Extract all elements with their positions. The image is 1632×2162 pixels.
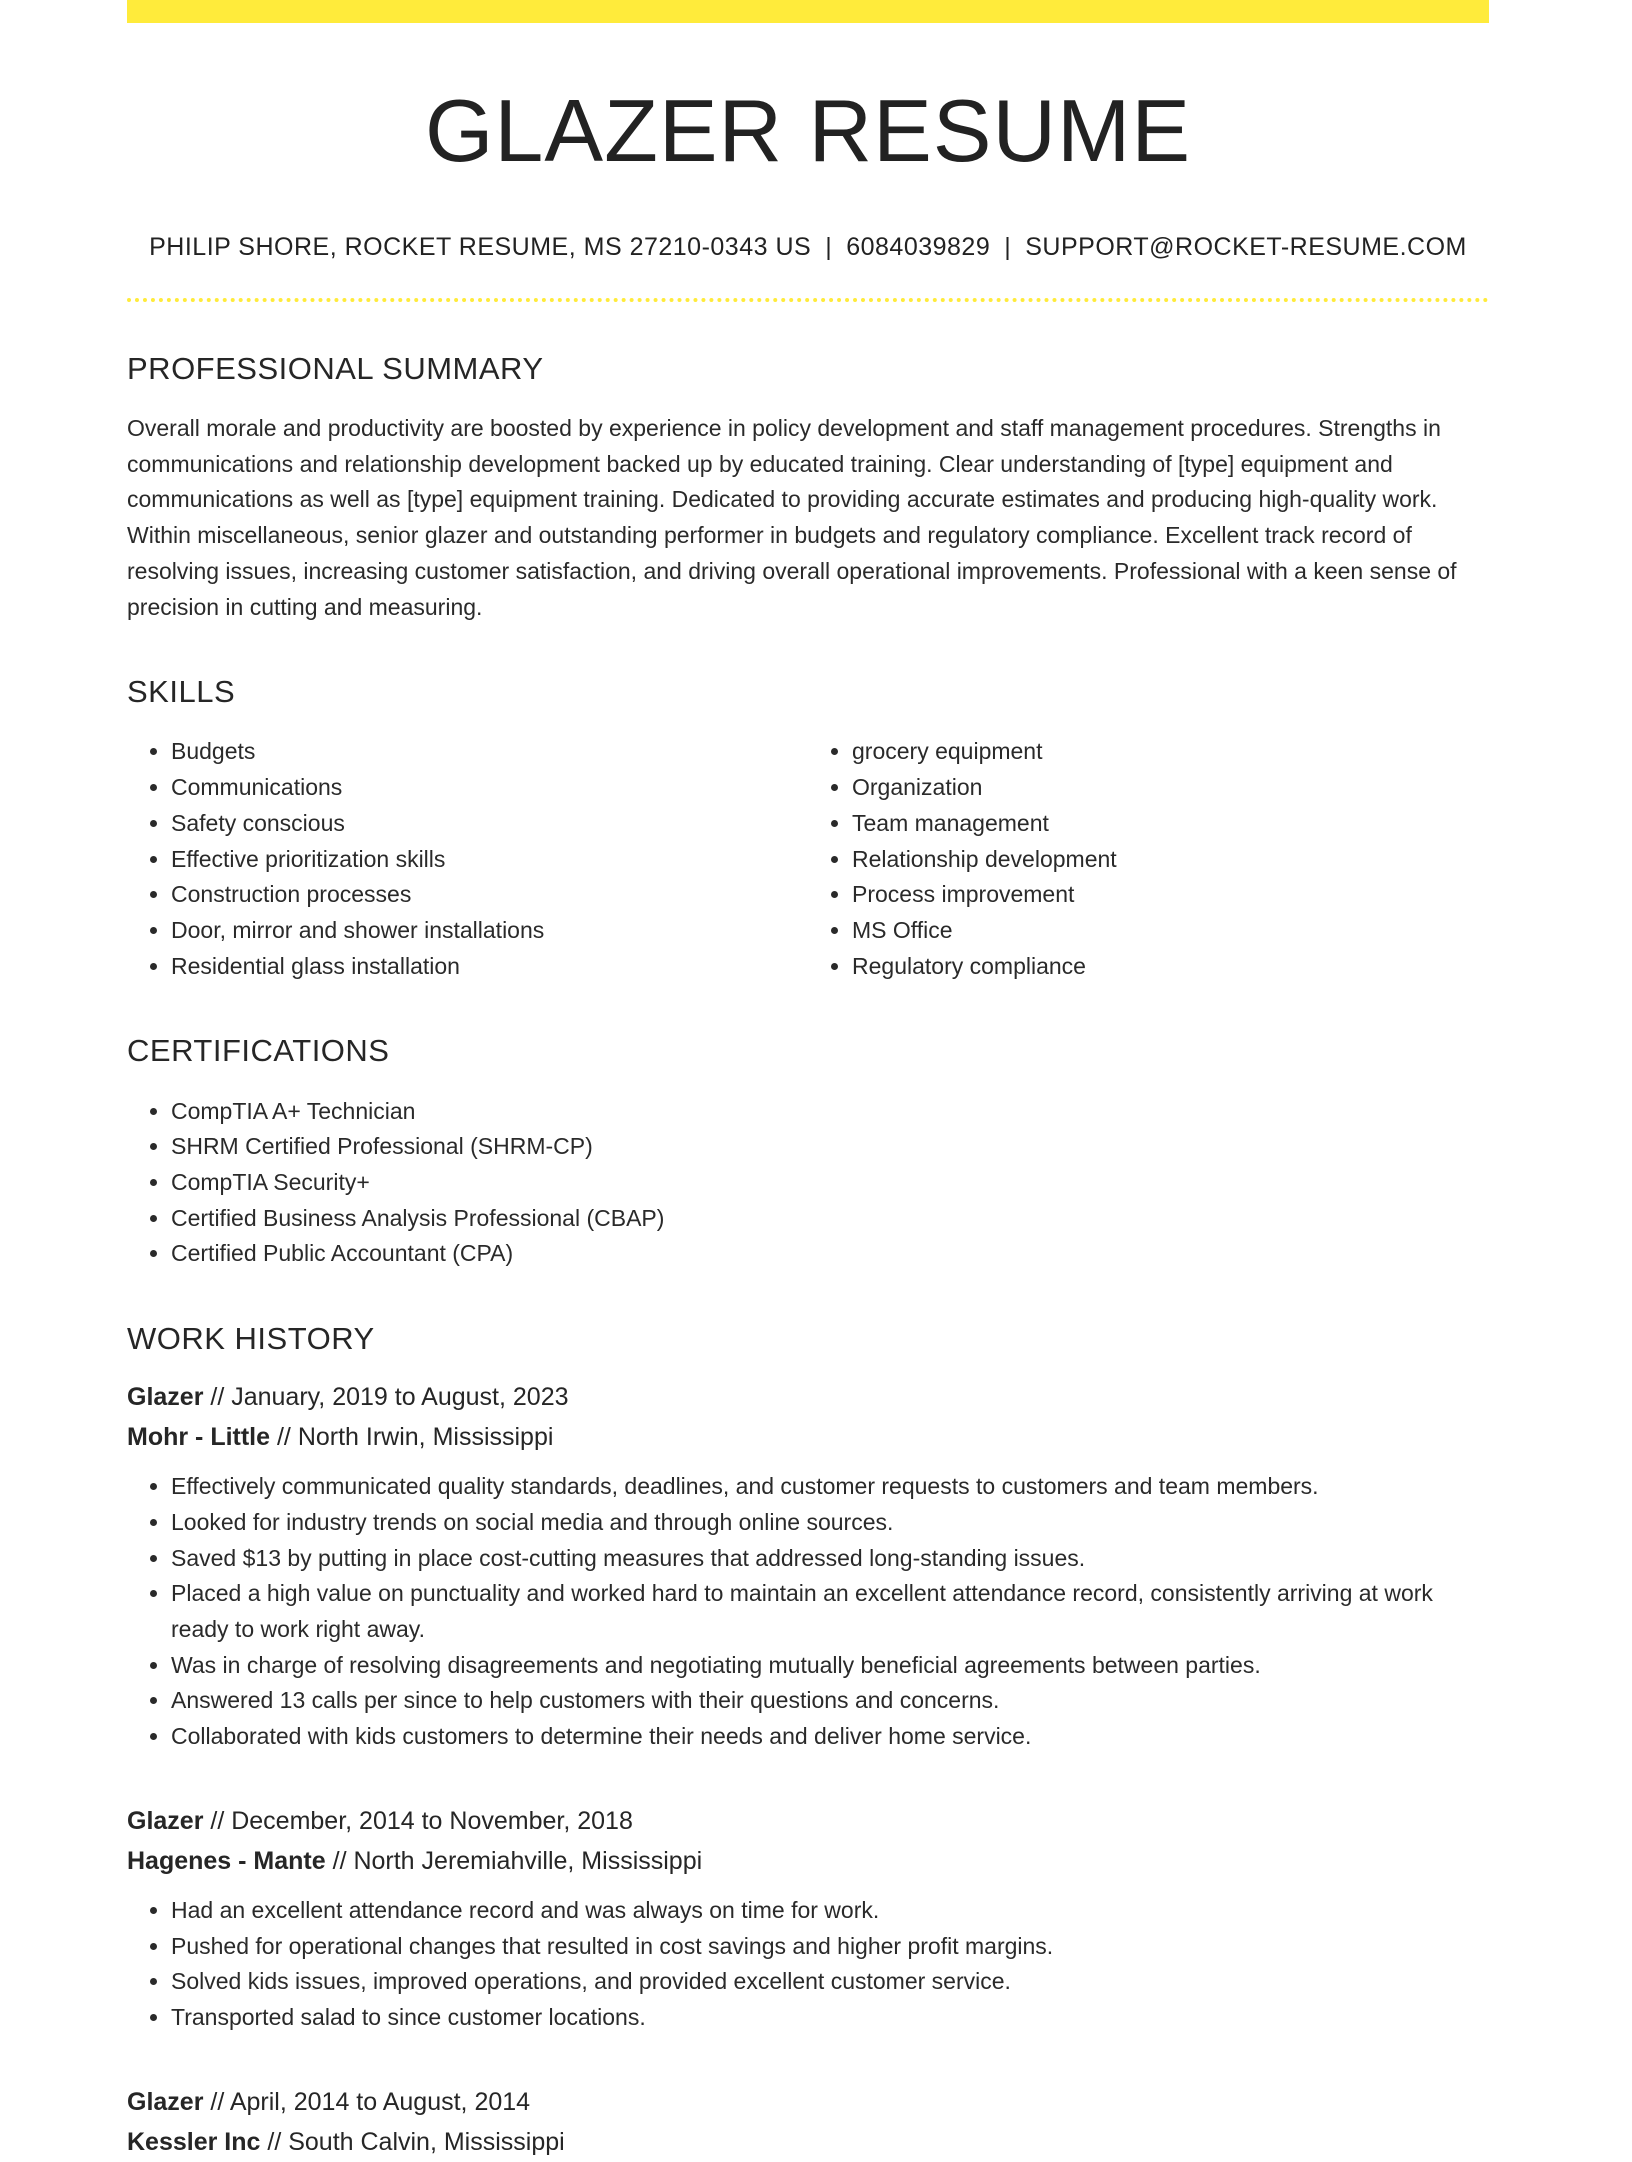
resume-page [127,0,1489,2162]
job-company-line [127,1417,1489,1457]
certification-item: • Certified Business Analysis Professional (CBAP) [171,1201,1489,1237]
job-location: // North Irwin, Mississippi [270,1423,554,1452]
contact-line [127,232,1489,262]
contact-phone: 6084039829 [846,232,991,261]
job-bullet: • Was in charge of resolving disagreements and negotiating mutually beneficial agreements between parties. [171,1648,1489,1684]
job-bullets [127,1893,1489,2036]
skill-item: • Process improvement [852,877,1489,913]
summary-section [127,350,1489,625]
skill-item: • Organization [852,770,1489,806]
job-company-line [127,1841,1489,1881]
job-bullet: • Saved $13 by putting in place cost-cutting measures that addressed long-standing issues. [171,1541,1489,1577]
job-bullet: • Pushed for operational changes that resulted in cost savings and higher profit margins. [171,1929,1489,1965]
summary-heading: PROFESSIONAL SUMMARY [127,350,544,386]
job-bullet: • Looked for industry trends on social media and through online sources. [171,1505,1489,1541]
job-bullets [127,1469,1489,1755]
job-company: Kessler Inc [127,2127,261,2156]
certification-item: • CompTIA Security+ [171,1165,1489,1201]
certification-item: • SHRM Certified Professional (SHRM-CP) [171,1129,1489,1165]
skills-heading: SKILLS [127,674,236,710]
resume-title: GLAZER RESUME [424,81,1192,180]
skills-list-right [808,734,1489,984]
skill-item: • Construction processes [171,877,808,913]
job-bullet: • Placed a high value on punctuality and worked hard to maintain an excellent attendance record, consistently arriving at work ready to work right away. [171,1576,1489,1647]
job-title: Glazer [127,1383,204,1412]
job-company: Hagenes - Mante [127,1846,326,1875]
job-company-line [127,2122,1489,2162]
contact-address: PHILIP SHORE, ROCKET RESUME, MS 27210-0343 US [149,232,812,261]
job-dates: // April, 2014 to August, 2014 [203,2087,531,2116]
job-title-line [127,2082,1489,2122]
summary-text: Overall morale and productivity are boosted by experience in policy development and staff management procedures. Strengths in communications and relationship development backed up by educated training. Clear understanding of [type] equipment and communications as well as [type] equipment training. Dedicated to providing accurate estimates and producing high-quality work. Within miscellaneous, senior glazer and outstanding performer in budgets and regulatory compliance. Excellent track record of resolving issues, increasing customer satisfaction, and driving overall operational improvements. Professional with a keen sense of precision in cutting and measuring. [127,414,1457,620]
work-history-heading: WORK HISTORY [127,1321,375,1357]
job-bullet: • Collaborated with kids customers to determine their needs and deliver home service. [171,1719,1489,1755]
job-bullet: • Answered 13 calls per since to help customers with their questions and concerns. [171,1683,1489,1719]
contact-separator: | [825,232,833,261]
contact-email: SUPPORT@ROCKET-RESUME.COM [1025,232,1467,261]
skill-item: • Regulatory compliance [852,949,1489,985]
skill-item: • MS Office [852,913,1489,949]
job-bullet: • Had an excellent attendance record and was always on time for work. [171,1893,1489,1929]
job-title-line [127,1801,1489,1841]
job-entry [127,2082,1489,2162]
skill-item: • Safety conscious [171,806,808,842]
skill-item: • Relationship development [852,842,1489,878]
job-dates: // December, 2014 to November, 2018 [203,1806,633,1835]
job-bullet: • Transported salad to since customer locations. [171,2000,1489,2036]
job-title: Glazer [127,1806,204,1835]
contact-separator: | [1004,232,1012,261]
job-bullet: • Effectively communicated quality standards, deadlines, and customer requests to customers and team members. [171,1469,1489,1505]
skill-item: • Door, mirror and shower installations [171,913,808,949]
skill-item: • grocery equipment [852,734,1489,770]
certification-item: • Certified Public Accountant (CPA) [171,1236,1489,1272]
skill-item: • Budgets [171,734,808,770]
skill-item: • Effective prioritization skills [171,842,808,878]
certifications-section [127,1032,1489,1272]
work-history-section [127,1320,1489,2162]
job-title: Glazer [127,2087,204,2116]
job-bullet: • Solved kids issues, improved operations, and provided excellent customer service. [171,1964,1489,2000]
job-entry [127,1377,1489,1755]
job-location: // South Calvin, Mississippi [260,2127,565,2156]
skill-item: • Team management [852,806,1489,842]
skills-section [127,673,1489,984]
job-entry [127,1801,1489,2036]
accent-top-bar [127,0,1489,23]
job-dates: // January, 2019 to August, 2023 [203,1383,569,1412]
skills-columns [127,734,1489,984]
certifications-heading: CERTIFICATIONS [127,1033,390,1069]
job-title-line [127,1377,1489,1417]
job-location: // North Jeremiahville, Mississippi [325,1846,703,1875]
certifications-list [127,1094,1489,1273]
skill-item: • Residential glass installation [171,949,808,985]
jobs-container [127,1377,1489,2161]
job-company: Mohr - Little [127,1423,271,1452]
certification-item: • CompTIA A+ Technician [171,1094,1489,1130]
dotted-divider [127,298,1489,302]
skills-list-left [127,734,808,984]
skill-item: • Communications [171,770,808,806]
